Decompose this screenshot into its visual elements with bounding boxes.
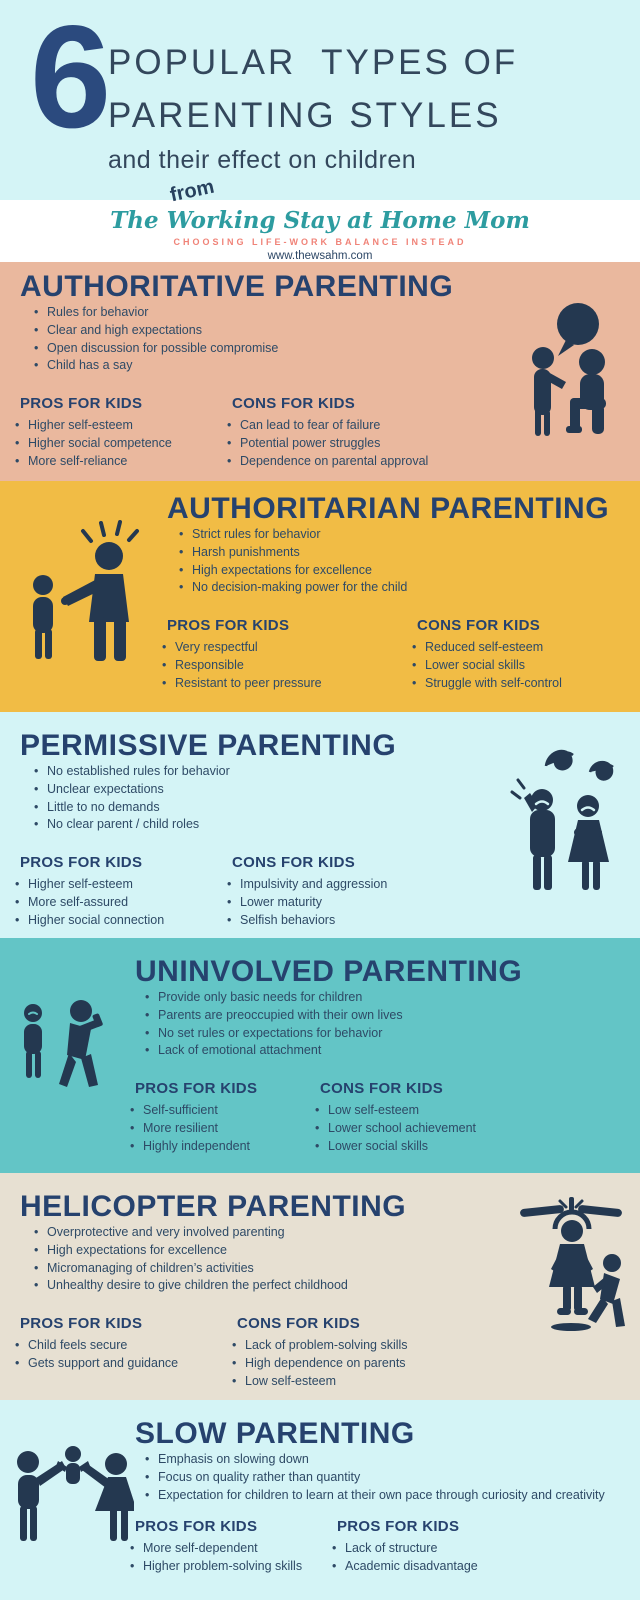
bullet-list <box>143 1451 624 1504</box>
scolding-parent-icon <box>25 519 150 679</box>
cons-column <box>232 854 387 929</box>
list-item: • Can lead to fear of failure <box>225 417 428 435</box>
pros-cons-row <box>135 1518 640 1576</box>
list-item: • More self-dependent <box>128 1540 337 1558</box>
list-item: • Gets support and guidance <box>13 1355 237 1373</box>
header-titles <box>108 36 518 175</box>
pros-list-2 <box>330 1540 478 1576</box>
cons-column <box>320 1080 476 1155</box>
section-title: AUTHORITATIVE PARENTING <box>20 270 454 303</box>
brand-name: The Working Stay at Home Mom <box>110 207 530 234</box>
section-helicopter <box>0 1173 640 1400</box>
brand-tagline: CHOOSING LIFE-WORK BALANCE INSTEAD <box>173 237 467 247</box>
pros-heading: PROS FOR KIDS <box>20 1315 143 1333</box>
cons-column <box>232 395 428 470</box>
list-item: • Strict rules for behavior <box>177 526 640 544</box>
pros-column <box>135 1518 337 1576</box>
list-item: • Clear and high expectations <box>32 322 640 340</box>
list-item: • Very respectful <box>160 639 417 657</box>
list-item: • Lower maturity <box>225 894 387 912</box>
bullet-list <box>143 989 640 1060</box>
cons-heading: CONS FOR KIDS <box>320 1080 444 1098</box>
pros-heading: PROS FOR KIDS <box>167 617 290 635</box>
from-label: from <box>168 175 217 207</box>
list-item: • More self-reliance <box>13 453 232 471</box>
list-item: • Self-sufficient <box>128 1102 320 1120</box>
list-item: • Selfish behaviors <box>225 912 387 930</box>
pros-column <box>167 617 417 692</box>
pros-cons-row <box>135 1080 640 1155</box>
header <box>0 0 640 200</box>
list-item: • Academic disadvantage <box>330 1558 478 1576</box>
page-title-line1: POPULAR TYPES OF <box>108 43 519 82</box>
section-title: UNINVOLVED PARENTING <box>135 955 523 988</box>
list-item: • Higher social competence <box>13 435 232 453</box>
list-item: • Unclear expectations <box>32 781 640 799</box>
list-item: • Dependence on parental approval <box>225 453 428 471</box>
list-item: • High expectations for excellence <box>177 562 640 580</box>
pros-column <box>20 1315 237 1390</box>
pros-column-2 <box>337 1518 478 1576</box>
cons-heading: CONS FOR KIDS <box>237 1315 361 1333</box>
family-playing-icon <box>12 1444 134 1544</box>
list-item: • Lack of emotional attachment <box>143 1042 640 1060</box>
cons-list <box>410 639 562 692</box>
list-item: • Low self-esteem <box>230 1373 408 1391</box>
page-subtitle: and their effect on children <box>108 146 417 174</box>
pros-heading: PROS FOR KIDS <box>135 1080 258 1098</box>
pros-column <box>135 1080 320 1155</box>
pros-list <box>128 1540 337 1576</box>
brand-band <box>0 175 640 262</box>
list-item: • Higher self-esteem <box>13 876 232 894</box>
list-item: • Lack of structure <box>330 1540 478 1558</box>
pros-list <box>13 876 232 929</box>
list-item: • Low self-esteem <box>313 1102 476 1120</box>
helicopter-mom-icon <box>508 1195 633 1353</box>
section-authoritarian <box>0 481 640 712</box>
big-number: 6 <box>30 0 112 158</box>
section-permissive <box>0 712 640 938</box>
list-item: • High dependence on parents <box>230 1355 408 1373</box>
pros-heading-2: PROS FOR KIDS <box>337 1518 460 1536</box>
section-slow <box>0 1400 640 1600</box>
pros-heading: PROS FOR KIDS <box>20 395 143 413</box>
list-item: • Resistant to peer pressure <box>160 675 417 693</box>
list-item: • Emphasis on slowing down <box>143 1451 624 1469</box>
section-title: AUTHORITARIAN PARENTING <box>167 492 610 525</box>
list-item: • Expectation for children to learn at their own pace through curiosity and creativity <box>143 1487 624 1505</box>
list-item: • Impulsivity and aggression <box>225 876 387 894</box>
section-title: HELICOPTER PARENTING <box>20 1190 407 1223</box>
pros-column <box>20 395 232 470</box>
list-item: • Reduced self-esteem <box>410 639 562 657</box>
list-item: • No clear parent / child roles <box>32 816 640 834</box>
cons-list <box>313 1102 476 1155</box>
section-uninvolved <box>0 938 640 1173</box>
pros-column <box>20 854 232 929</box>
cons-list <box>230 1337 408 1390</box>
list-item: • Lower social skills <box>313 1138 476 1156</box>
list-item: • High expectations for excellence <box>32 1242 640 1260</box>
list-item: • Open discussion for possible compromise <box>32 340 640 358</box>
list-item: • Harsh punishments <box>177 544 640 562</box>
bullet-list <box>177 526 640 597</box>
list-item: • No set rules or expectations for behavior <box>143 1025 640 1043</box>
cons-list <box>225 876 387 929</box>
list-item: • Lower school achievement <box>313 1120 476 1138</box>
section-authoritative <box>0 262 640 481</box>
list-item: • Child has a say <box>32 357 640 375</box>
list-item: • Parents are preoccupied with their own lives <box>143 1007 640 1025</box>
list-item: • Child feels secure <box>13 1337 237 1355</box>
list-item: • Unhealthy desire to give children the perfect childhood <box>32 1277 640 1295</box>
list-item: • Lower social skills <box>410 657 562 675</box>
list-item: • Overprotective and very involved parenting <box>32 1224 640 1242</box>
list-item: • Higher self-esteem <box>13 417 232 435</box>
list-item: • Struggle with self-control <box>410 675 562 693</box>
list-item: • Little to no demands <box>32 799 640 817</box>
cons-column <box>417 617 562 692</box>
section-title: PERMISSIVE PARENTING <box>20 729 397 762</box>
section-title: SLOW PARENTING <box>135 1417 415 1450</box>
list-item: • Higher social connection <box>13 912 232 930</box>
list-item: • Higher problem-solving skills <box>128 1558 337 1576</box>
list-item: • Lack of problem-solving skills <box>230 1337 408 1355</box>
confused-parents-icon <box>508 740 628 895</box>
list-item: • Rules for behavior <box>32 304 640 322</box>
list-item: • Focus on quality rather than quantity <box>143 1469 624 1487</box>
pros-list <box>128 1102 320 1155</box>
page-title-line2: PARENTING STYLES <box>108 96 502 135</box>
pros-list <box>13 1337 237 1373</box>
cons-heading: CONS FOR KIDS <box>232 395 356 413</box>
list-item: • Highly independent <box>128 1138 320 1156</box>
cons-heading: CONS FOR KIDS <box>232 854 356 872</box>
list-item: • Responsible <box>160 657 417 675</box>
cons-heading: CONS FOR KIDS <box>417 617 541 635</box>
pros-heading: PROS FOR KIDS <box>20 854 143 872</box>
cons-column <box>237 1315 408 1390</box>
list-item: • More self-assured <box>13 894 232 912</box>
list-item: • More resilient <box>128 1120 320 1138</box>
list-item: • Potential power struggles <box>225 435 428 453</box>
brand-website: www.thewsahm.com <box>267 250 373 262</box>
list-item: • Provide only basic needs for children <box>143 989 640 1007</box>
distracted-parent-phone-icon <box>15 993 120 1105</box>
pros-cons-row <box>167 617 640 692</box>
list-item: • No established rules for behavior <box>32 763 640 781</box>
parent-child-conversation-icon <box>518 298 623 453</box>
cons-list <box>225 417 428 470</box>
pros-list <box>160 639 417 692</box>
pros-list <box>13 417 232 470</box>
list-item: • No decision-making power for the child <box>177 579 640 597</box>
list-item: • Micromanaging of children’s activities <box>32 1260 640 1278</box>
pros-heading: PROS FOR KIDS <box>135 1518 258 1536</box>
